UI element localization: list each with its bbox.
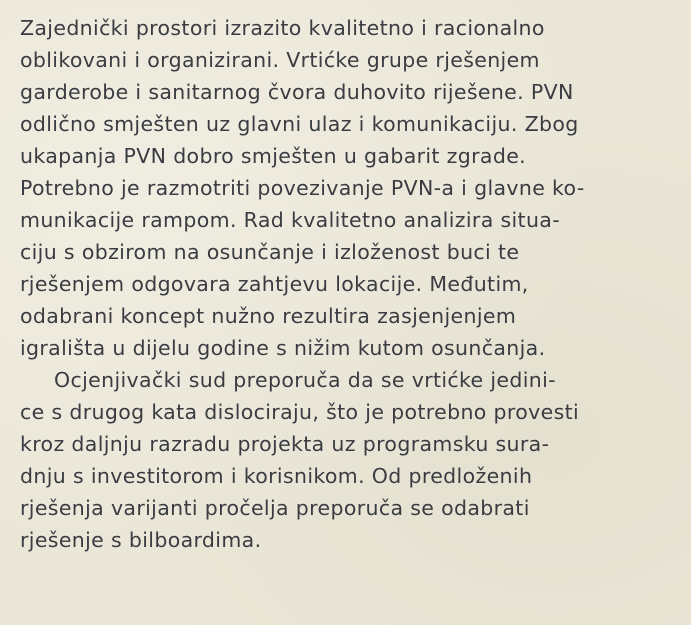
- paragraph-start-line: Ocjenjivački sud preporuča da se vrtićke jedini-: [54, 368, 556, 392]
- text-line: Potrebno je razmotriti povezivanje PVN-a i glavne ko-: [20, 176, 585, 200]
- text-line: kroz daljnju razradu projekta uz programsku sura-: [20, 432, 550, 456]
- text-line: odlično smješten uz glavni ulaz i komunikaciju. Zbog: [20, 112, 579, 136]
- text-line: ukapanja PVN dobro smješten u gabarit zgrade.: [20, 144, 527, 168]
- text-line: igrališta u dijelu godine s nižim kutom osunčanja.: [20, 336, 546, 360]
- body-text: [20, 12, 680, 556]
- text-line: Zajednički prostori izrazito kvalitetno i racionalno: [20, 16, 545, 40]
- text-line: odabrani koncept nužno rezultira zasjenjenjem: [20, 304, 517, 328]
- text-line: ciju s obzirom na osunčanje i izloženost buci te: [20, 240, 520, 264]
- text-line: rješenja varijanti pročelja preporuča se odabrati: [20, 496, 530, 520]
- text-line: rješenjem odgovara zahtjevu lokacije. Međutim,: [20, 272, 529, 296]
- text-line: munikacije rampom. Rad kvalitetno analizira situa-: [20, 208, 560, 232]
- text-line: garderobe i sanitarnog čvora duhovito riješene. PVN: [20, 80, 574, 104]
- text-line: dnju s investitorom i korisnikom. Od predloženih: [20, 464, 533, 488]
- text-line: rješenje s bilboardima.: [20, 528, 262, 552]
- text-line: ce s drugog kata dislociraju, što je potrebno provesti: [20, 400, 580, 424]
- text-line: oblikovani i organizirani. Vrtićke grupe rješenjem: [20, 48, 540, 72]
